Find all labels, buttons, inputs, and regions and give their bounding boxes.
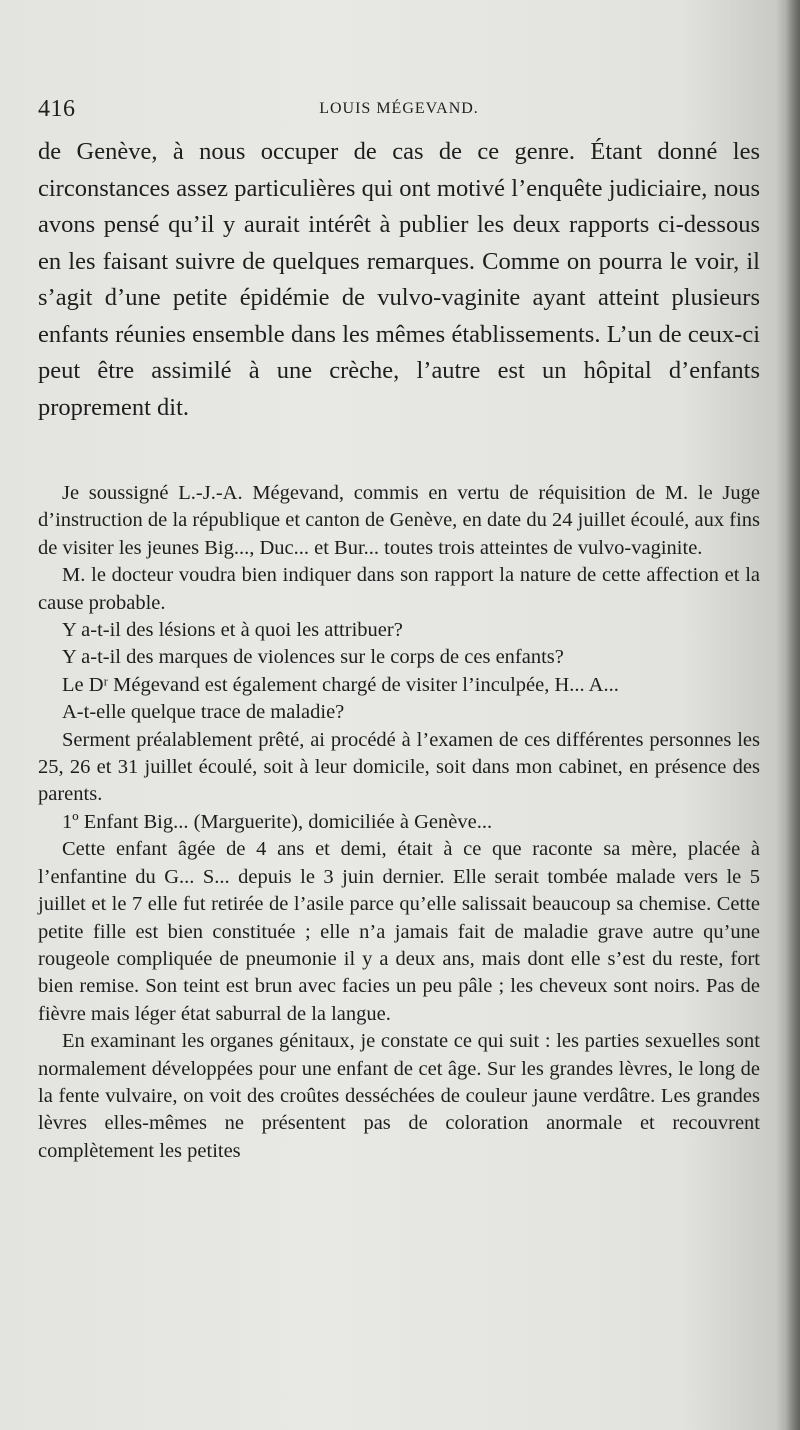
report-paragraph-4: Y a-t-il des marques de violences sur le corps de ces enfants? <box>62 646 564 669</box>
report-paragraph-6: A-t-elle quelque trace de maladie? <box>62 701 345 724</box>
report-paragraph-1: Je soussigné L.-J.-A. Mégevand, commis en vertu de réquisition de M. le Juge d’instruction de la république et canton de Genève, en date du 24 juillet écoulé, aux fins de visiter les jeunes Big..., Duc... et Bur... toutes trois atteintes de vulvo-vaginite. <box>38 482 760 559</box>
intro-paragraph: de Genève, à nous occuper de cas de ce genre. Étant donné les circonstances assez particulières qui ont motivé l’enquête judiciaire, nous avons pensé qu’il y aurait intérêt à publier les deux rapports ci-dessous en les faisant suivre de quelques remarques. Comme on pourra le voir, il s’agit d’une petite épidémie de vulvo-vaginite ayant atteint plusieurs enfants réunies ensemble dans les mêmes établissements. L’un de ceux-ci peut être assimilé à une crèche, l’autre est un hôpital d’enfants proprement dit. <box>38 138 760 421</box>
report-paragraph-5: Le Dʳ Mégevand est également chargé de visiter l’inculpée, H... A... <box>62 673 619 696</box>
report-paragraph-8: 1º Enfant Big... (Marguerite), domiciliée à Genève... <box>62 810 493 833</box>
report-paragraph-7: Serment préalablement prêté, ai procédé à l’examen de ces différentes personnes les 25, 26 et 31 juillet écoulé, soit à leur domicile, soit dans mon cabinet, en présence des parents. <box>38 728 760 806</box>
report-block <box>38 480 760 1165</box>
intro-block <box>38 134 760 426</box>
report-paragraph-9: Cette enfant âgée de 4 ans et demi, était à ce que raconte sa mère, placée à l’enfantine du G... S... depuis le 3 juin dernier. Elle serait tombée malade vers le 5 juillet et le 7 elle fut retirée de l’asile parce qu’elle salissait beaucoup sa chemise. Cette petite fille est bien constituée ; elle n’a jamais fait de maladie grave autre qu’une rougeole compliquée de pneumonie il y a deux ans, mais dont elle s’est du reste, fort bien remise. Son teint est brun avec facies un peu pâle ; les cheveux sont noirs. Pas de fièvre mais léger état saburral de la langue. <box>38 838 760 1025</box>
running-head: LOUIS MÉGEVAND. <box>319 100 479 117</box>
page-spine-shadow <box>786 0 800 1430</box>
report-paragraph-10: En examinant les organes génitaux, je constate ce qui suit : les parties sexuelles sont normalement développées pour une enfant de cet âge. Sur les grandes lèvres, le long de la fente vulvaire, on voit des croûtes desséchées de couleur jaune verdâtre. Les grandes lèvres elles-mêmes ne présentent pas de coloration anormale et recouvrent complètement les petites <box>38 1030 760 1162</box>
report-paragraph-2: M. le docteur voudra bien indiquer dans son rapport la nature de cette affection et la cause probable. <box>38 564 760 614</box>
page-header <box>38 96 760 126</box>
page-number: 416 <box>38 96 76 122</box>
report-paragraph-3: Y a-t-il des lésions et à quoi les attribuer? <box>62 619 403 642</box>
